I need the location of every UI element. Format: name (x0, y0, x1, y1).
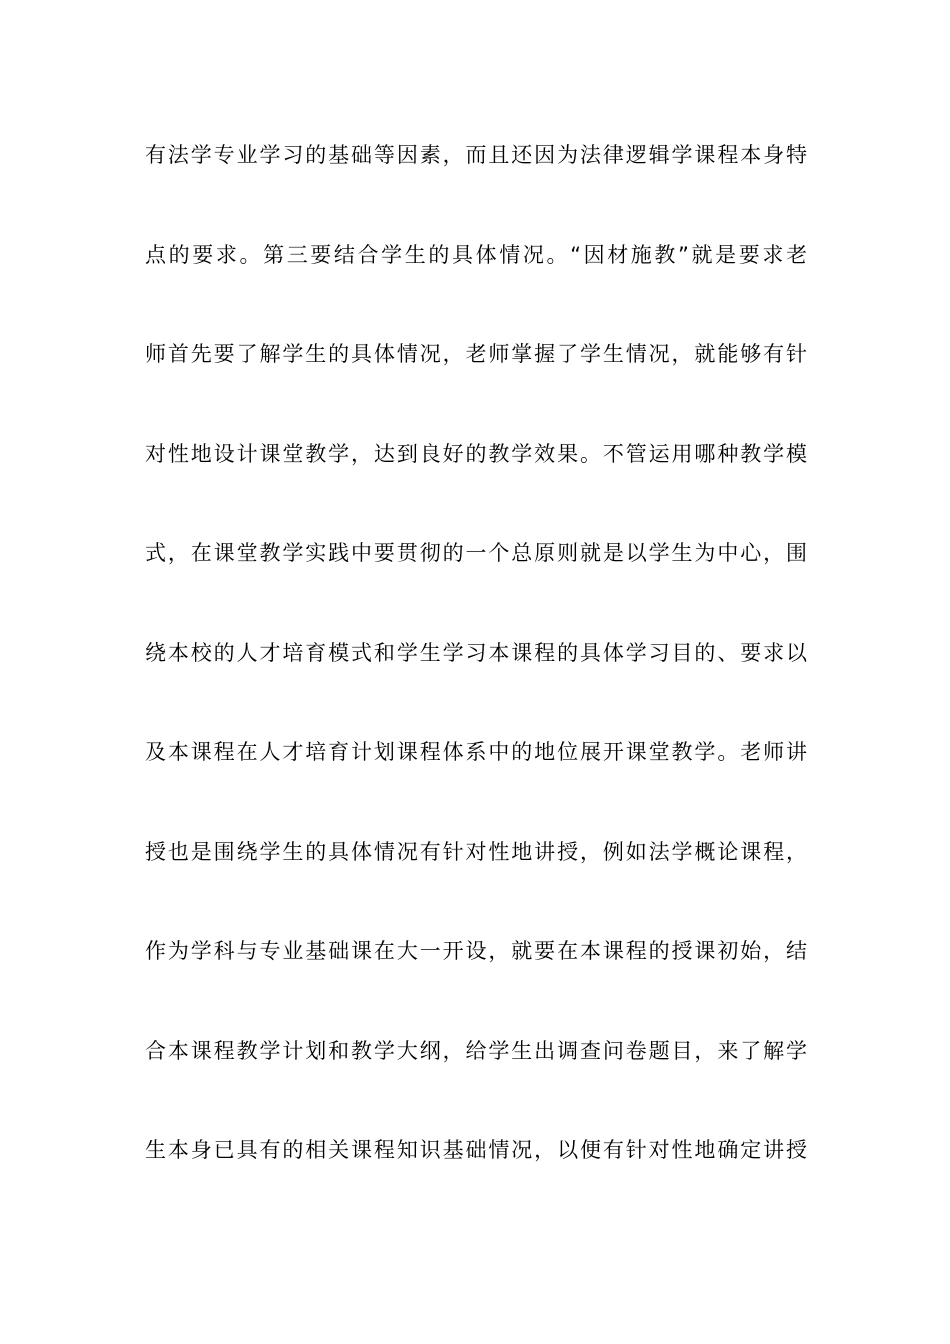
text-line: 式，在课堂教学实践中要贯彻的一个总原则就是以学生为中心，围 (145, 541, 807, 565)
text-line: 作为学科与专业基础课在大一开设，就要在本课程的授课初始，结 (145, 939, 807, 963)
text-line: 合本课程教学计划和教学大纲，给学生出调查问卷题目，来了解学 (145, 1038, 807, 1063)
text-line: 点的要求。第三要结合学生的具体情况。“因材施教”就是要求老 (145, 242, 807, 267)
text-line: 对性地设计课堂教学，达到良好的教学效果。不管运用哪种教学模 (145, 441, 807, 466)
text-line: 及本课程在人才培育计划课程体系中的地位展开课堂教学。老师讲 (145, 740, 807, 764)
text-line: 师首先要了解学生的具体情况，老师掌握了学生情况，就能够有针 (145, 342, 807, 366)
text-line: 绕本校的人才培育模式和学生学习本课程的具体学习目的、要求以 (145, 640, 807, 665)
text-line: 生本身已具有的相关课程知识基础情况，以便有针对性地确定讲授 (145, 1138, 807, 1162)
text-line: 有法学专业学习的基础等因素，而且还因为法律逻辑学课程本身特 (145, 143, 807, 167)
text-line: 授也是围绕学生的具体情况有针对性地讲授，例如法学概论课程， (145, 839, 807, 864)
body-text (145, 133, 807, 1228)
